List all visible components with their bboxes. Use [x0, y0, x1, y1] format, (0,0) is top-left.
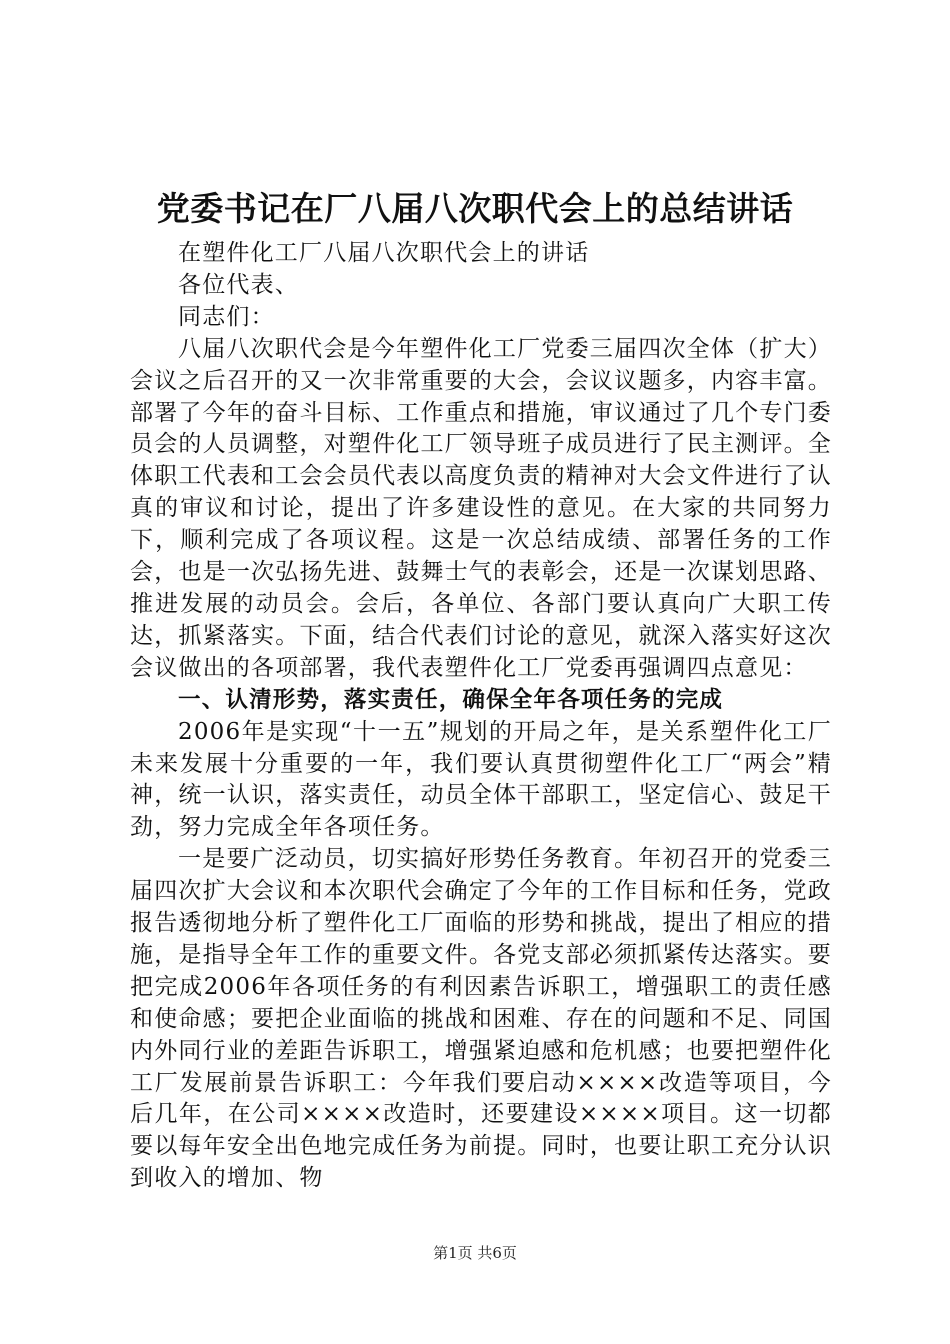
salutation-delegates: 各位代表、	[178, 271, 299, 298]
document-body	[130, 238, 832, 1195]
body-paragraph: 八届八次职代会是今年塑件化工厂党委三届四次全体（扩大）会议之后召开的又一次非常重要的大会，会议议题多，内容丰富。部署了今年的奋斗目标、工作重点和措施，审议通过了几个专门委员会的人员调整，对塑件化工厂领导班子成员进行了民主测评。全体职工代表和工会会员代表以高度负责的精神对大会文件进行了认真的审议和讨论，提出了许多建设性的意见。在大家的共同努力下，顺利完成了各项议程。这是一次总结成绩、部署任务的工作会，也是一次弘扬先进、鼓舞士气的表彰会，还是一次谋划思路、推进发展的动员会。会后，各单位、各部门要认真向广大职工传达，抓紧落实。下面，结合代表们讨论的意见，就深入落实好这次会议做出的各项部署，我代表塑件化工厂党委再强调四点意见：	[130, 335, 832, 681]
salutation-comrades: 同志们：	[178, 303, 275, 330]
speech-subtitle: 在塑件化工厂八届八次职代会上的讲话	[178, 240, 590, 266]
page-number-footer: 第1页 共6页	[433, 1244, 517, 1262]
document-title: 党委书记在厂八届八次职代会上的总结讲话	[156, 189, 794, 228]
section-heading: 一、认清形势，落实责任，确保全年各项任务的完成	[178, 686, 724, 713]
body-paragraph: 2006年是实现“十一五”规划的开局之年，是关系塑件化工厂未来发展十分重要的一年，我们要认真贯彻塑件化工厂“两会”精神，统一认识，落实责任，动员全体干部职工，坚定信心、鼓足干劲，努力完成全年各项任务。	[130, 718, 832, 841]
body-paragraph: 一是要广泛动员，切实搞好形势任务教育。年初召开的党委三届四次扩大会议和本次职代会确定了今年的工作目标和任务，党政报告透彻地分析了塑件化工厂面临的形势和挑战，提出了相应的措施，是指导全年工作的重要文件。各党支部必须抓紧传达落实。要把完成2006年各项任务的有利因素告诉职工，增强职工的责任感和使命感；要把企业面临的挑战和困难、存在的问题和不足、同国内外同行业的差距告诉职工，增强紧迫感和危机感；也要把塑件化工厂发展前景告诉职工：今年我们要启动××××改造等项目，今后几年，在公司××××改造时，还要建设××××项目。这一切都要以每年安全出色地完成任务为前提。同时，也要让职工充分认识到收入的增加、物	[130, 846, 832, 1192]
